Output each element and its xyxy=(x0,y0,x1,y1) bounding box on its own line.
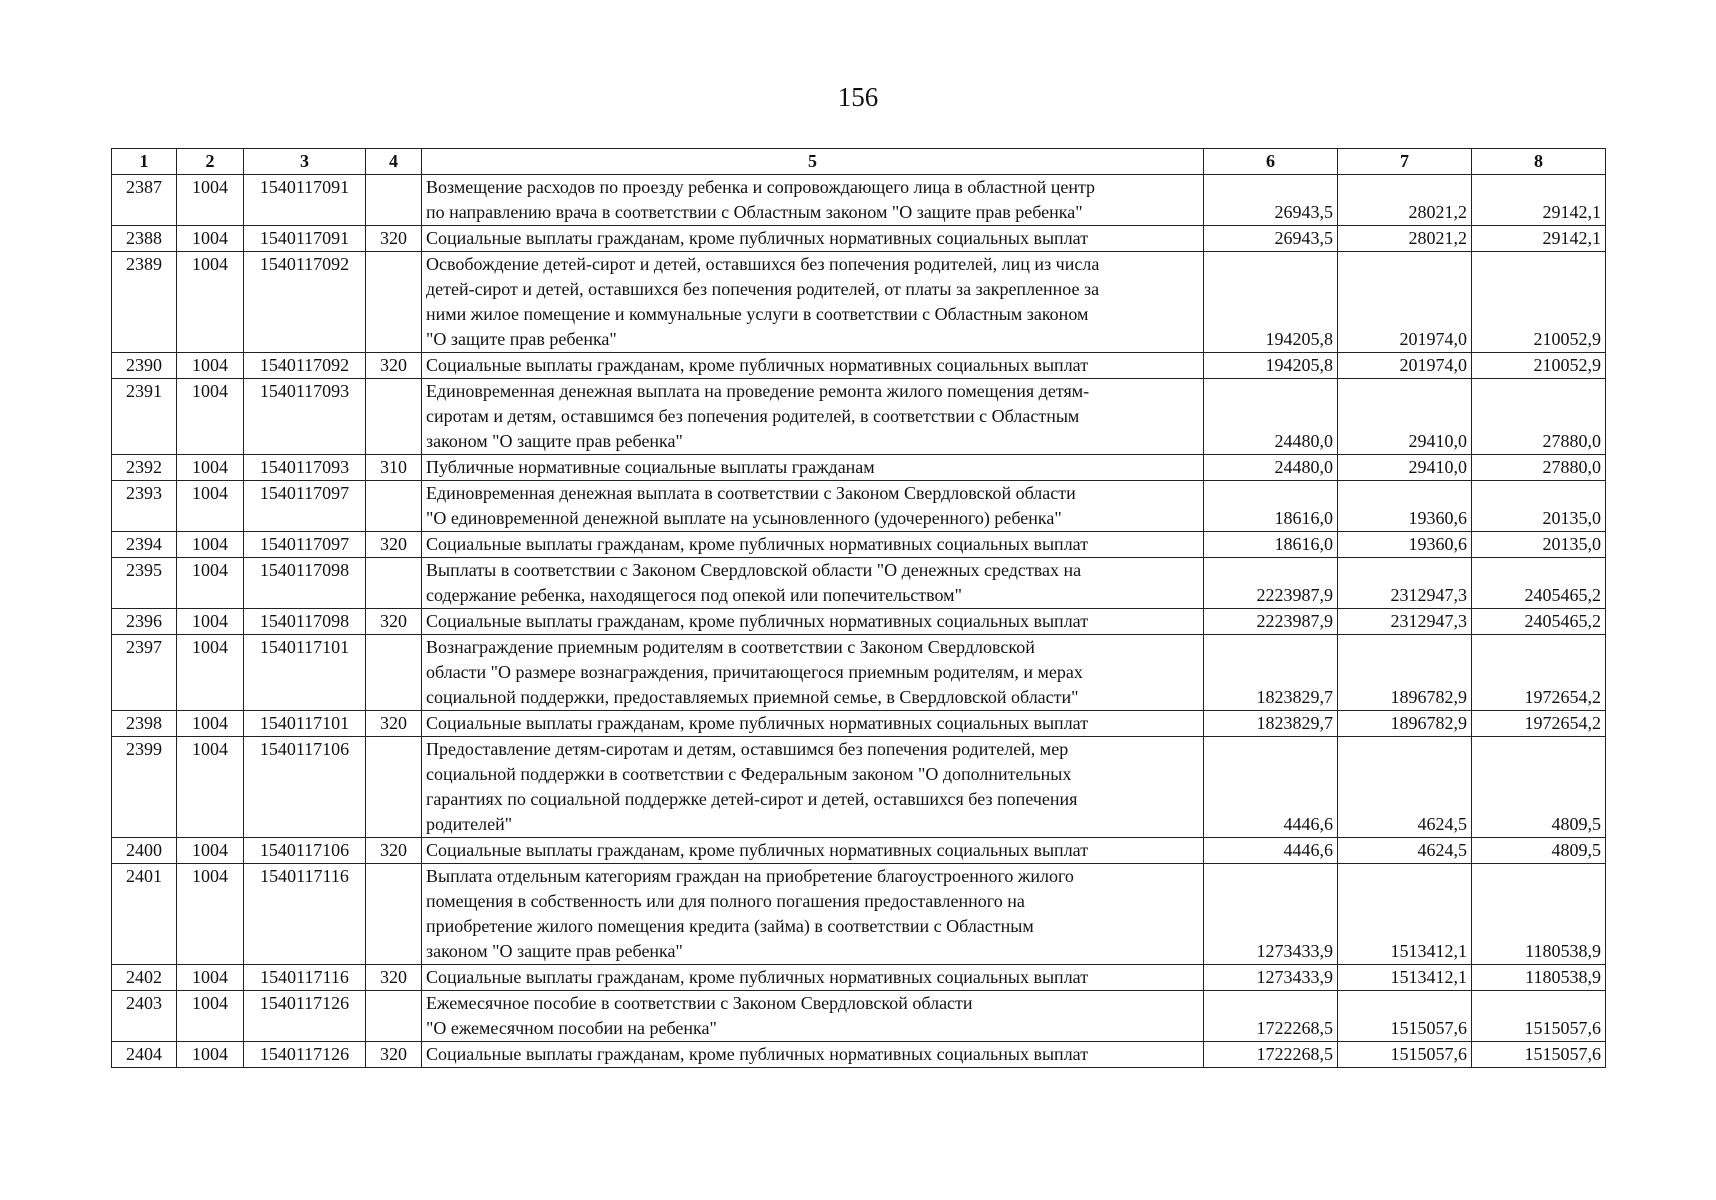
amount-year1-cell: 1722268,5 xyxy=(1204,1042,1338,1068)
target-article-cell: 1540117093 xyxy=(244,379,366,455)
table-row xyxy=(112,353,1606,379)
amount-year3-cell: 20135,0 xyxy=(1472,481,1606,532)
column-header: 7 xyxy=(1338,149,1472,175)
expense-type-cell: 320 xyxy=(366,711,422,737)
column-header: 6 xyxy=(1204,149,1338,175)
description-cell: Вознаграждение приемным родителям в соответствии с Законом Свердловской области "О размере вознаграждения, причитающегося приемным родителям, и мерах социальной поддержки, предоставляемых приемной семье, в Свердловской области" xyxy=(422,635,1204,711)
row-number-cell: 2388 xyxy=(112,226,177,252)
row-number-cell: 2401 xyxy=(112,864,177,965)
expense-type-cell xyxy=(366,379,422,455)
target-article-cell: 1540117097 xyxy=(244,481,366,532)
table-row xyxy=(112,635,1606,711)
description-cell: Социальные выплаты гражданам, кроме публичных нормативных социальных выплат xyxy=(422,609,1204,635)
amount-year3-cell: 210052,9 xyxy=(1472,252,1606,353)
amount-year3-cell: 1180538,9 xyxy=(1472,965,1606,991)
section-code-cell: 1004 xyxy=(177,175,244,226)
expense-type-cell xyxy=(366,175,422,226)
target-article-cell: 1540117116 xyxy=(244,864,366,965)
row-number-cell: 2402 xyxy=(112,965,177,991)
target-article-cell: 1540117116 xyxy=(244,965,366,991)
amount-year2-cell: 28021,2 xyxy=(1338,226,1472,252)
expense-type-cell: 320 xyxy=(366,1042,422,1068)
expense-type-cell: 320 xyxy=(366,353,422,379)
expense-type-cell: 320 xyxy=(366,609,422,635)
target-article-cell: 1540117097 xyxy=(244,532,366,558)
amount-year2-cell: 29410,0 xyxy=(1338,379,1472,455)
amount-year3-cell: 2405465,2 xyxy=(1472,558,1606,609)
amount-year3-cell: 1180538,9 xyxy=(1472,864,1606,965)
target-article-cell: 1540117091 xyxy=(244,226,366,252)
table-row xyxy=(112,864,1606,965)
section-code-cell: 1004 xyxy=(177,991,244,1042)
table-row xyxy=(112,1042,1606,1068)
column-header: 3 xyxy=(244,149,366,175)
amount-year1-cell: 4446,6 xyxy=(1204,838,1338,864)
amount-year1-cell: 26943,5 xyxy=(1204,175,1338,226)
amount-year2-cell: 2312947,3 xyxy=(1338,558,1472,609)
section-code-cell: 1004 xyxy=(177,455,244,481)
description-cell: Ежемесячное пособие в соответствии с Законом Свердловской области "О ежемесячном пособии на ребенка" xyxy=(422,991,1204,1042)
amount-year3-cell: 1972654,2 xyxy=(1472,711,1606,737)
row-number-cell: 2395 xyxy=(112,558,177,609)
column-header: 4 xyxy=(366,149,422,175)
amount-year1-cell: 1273433,9 xyxy=(1204,864,1338,965)
amount-year1-cell: 18616,0 xyxy=(1204,532,1338,558)
description-cell: Социальные выплаты гражданам, кроме публичных нормативных социальных выплат xyxy=(422,711,1204,737)
amount-year2-cell: 28021,2 xyxy=(1338,175,1472,226)
amount-year1-cell: 2223987,9 xyxy=(1204,558,1338,609)
row-number-cell: 2404 xyxy=(112,1042,177,1068)
description-cell: Социальные выплаты гражданам, кроме публичных нормативных социальных выплат xyxy=(422,532,1204,558)
target-article-cell: 1540117106 xyxy=(244,737,366,838)
target-article-cell: 1540117092 xyxy=(244,252,366,353)
section-code-cell: 1004 xyxy=(177,609,244,635)
column-header: 2 xyxy=(177,149,244,175)
amount-year1-cell: 1823829,7 xyxy=(1204,711,1338,737)
expense-type-cell xyxy=(366,991,422,1042)
amount-year3-cell: 27880,0 xyxy=(1472,379,1606,455)
description-cell: Возмещение расходов по проезду ребенка и сопровождающего лица в областной центр по направлению врача в соответствии с Областным законом "О защите прав ребенка" xyxy=(422,175,1204,226)
row-number-cell: 2403 xyxy=(112,991,177,1042)
section-code-cell: 1004 xyxy=(177,481,244,532)
row-number-cell: 2397 xyxy=(112,635,177,711)
section-code-cell: 1004 xyxy=(177,353,244,379)
amount-year3-cell: 4809,5 xyxy=(1472,838,1606,864)
amount-year1-cell: 194205,8 xyxy=(1204,252,1338,353)
amount-year2-cell: 1896782,9 xyxy=(1338,635,1472,711)
expense-type-cell: 320 xyxy=(366,226,422,252)
description-cell: Освобождение детей-сирот и детей, оставшихся без попечения родителей, лиц из числа детей-сирот и детей, оставшихся без попечения родителей, от платы за закрепленное за ними жилое помещение и коммунальные услуги в соответствии с Областным законом "О защите прав ребенка" xyxy=(422,252,1204,353)
amount-year1-cell: 24480,0 xyxy=(1204,379,1338,455)
amount-year2-cell: 4624,5 xyxy=(1338,737,1472,838)
target-article-cell: 1540117126 xyxy=(244,1042,366,1068)
description-cell: Единовременная денежная выплата в соответствии с Законом Свердловской области "О единовременной денежной выплате на усыновленного (удочеренного) ребенка" xyxy=(422,481,1204,532)
section-code-cell: 1004 xyxy=(177,558,244,609)
amount-year2-cell: 19360,6 xyxy=(1338,532,1472,558)
description-cell: Социальные выплаты гражданам, кроме публичных нормативных социальных выплат xyxy=(422,353,1204,379)
description-cell: Публичные нормативные социальные выплаты гражданам xyxy=(422,455,1204,481)
table-row xyxy=(112,838,1606,864)
amount-year3-cell: 29142,1 xyxy=(1472,175,1606,226)
column-header: 5 xyxy=(422,149,1204,175)
description-cell: Социальные выплаты гражданам, кроме публичных нормативных социальных выплат xyxy=(422,1042,1204,1068)
description-cell: Выплата отдельным категориям граждан на приобретение благоустроенного жилого помещения в собственность или для полного погашения предоставленного на приобретение жилого помещения кредита (займа) в соответствии с Областным законом "О защите прав ребенка" xyxy=(422,864,1204,965)
amount-year2-cell: 1513412,1 xyxy=(1338,965,1472,991)
target-article-cell: 1540117093 xyxy=(244,455,366,481)
amount-year2-cell: 29410,0 xyxy=(1338,455,1472,481)
amount-year1-cell: 194205,8 xyxy=(1204,353,1338,379)
description-cell: Предоставление детям-сиротам и детям, оставшимся без попечения родителей, мер социальной поддержки в соответствии с Федеральным законом "О дополнительных гарантиях по социальной поддержке детей-сирот и детей, оставшихся без попечения родителей" xyxy=(422,737,1204,838)
column-header: 1 xyxy=(112,149,177,175)
row-number-cell: 2393 xyxy=(112,481,177,532)
row-number-cell: 2398 xyxy=(112,711,177,737)
row-number-cell: 2391 xyxy=(112,379,177,455)
budget-table xyxy=(111,148,1606,1068)
table-row xyxy=(112,558,1606,609)
amount-year3-cell: 20135,0 xyxy=(1472,532,1606,558)
amount-year2-cell: 1896782,9 xyxy=(1338,711,1472,737)
amount-year3-cell: 210052,9 xyxy=(1472,353,1606,379)
amount-year2-cell: 201974,0 xyxy=(1338,353,1472,379)
column-header: 8 xyxy=(1472,149,1606,175)
section-code-cell: 1004 xyxy=(177,864,244,965)
row-number-cell: 2400 xyxy=(112,838,177,864)
target-article-cell: 1540117101 xyxy=(244,635,366,711)
table-row xyxy=(112,379,1606,455)
amount-year2-cell: 19360,6 xyxy=(1338,481,1472,532)
row-number-cell: 2394 xyxy=(112,532,177,558)
expense-type-cell: 320 xyxy=(366,838,422,864)
section-code-cell: 1004 xyxy=(177,252,244,353)
row-number-cell: 2399 xyxy=(112,737,177,838)
amount-year1-cell: 26943,5 xyxy=(1204,226,1338,252)
expense-type-cell xyxy=(366,558,422,609)
table-row xyxy=(112,532,1606,558)
expense-type-cell xyxy=(366,635,422,711)
page-number: 156 xyxy=(837,82,879,112)
section-code-cell: 1004 xyxy=(177,1042,244,1068)
amount-year1-cell: 18616,0 xyxy=(1204,481,1338,532)
expense-type-cell: 320 xyxy=(366,532,422,558)
amount-year1-cell: 1722268,5 xyxy=(1204,991,1338,1042)
table-row xyxy=(112,175,1606,226)
description-cell: Выплаты в соответствии с Законом Свердловской области "О денежных средствах на содержание ребенка, находящегося под опекой или попечительством" xyxy=(422,558,1204,609)
amount-year3-cell: 29142,1 xyxy=(1472,226,1606,252)
table-body xyxy=(112,175,1606,1068)
expense-type-cell xyxy=(366,737,422,838)
table-row xyxy=(112,737,1606,838)
table-row xyxy=(112,481,1606,532)
expense-type-cell xyxy=(366,252,422,353)
target-article-cell: 1540117091 xyxy=(244,175,366,226)
expense-type-cell: 310 xyxy=(366,455,422,481)
target-article-cell: 1540117106 xyxy=(244,838,366,864)
amount-year2-cell: 1515057,6 xyxy=(1338,991,1472,1042)
target-article-cell: 1540117101 xyxy=(244,711,366,737)
amount-year3-cell: 1515057,6 xyxy=(1472,991,1606,1042)
amount-year1-cell: 1823829,7 xyxy=(1204,635,1338,711)
description-cell: Единовременная денежная выплата на проведение ремонта жилого помещения детям- сиротам и детям, оставшимся без попечения родителей, в соответствии с Областным законом "О защите прав ребенка" xyxy=(422,379,1204,455)
section-code-cell: 1004 xyxy=(177,379,244,455)
amount-year2-cell: 201974,0 xyxy=(1338,252,1472,353)
table-row xyxy=(112,965,1606,991)
expense-type-cell: 320 xyxy=(366,965,422,991)
amount-year3-cell: 1972654,2 xyxy=(1472,635,1606,711)
section-code-cell: 1004 xyxy=(177,838,244,864)
target-article-cell: 1540117098 xyxy=(244,558,366,609)
row-number-cell: 2390 xyxy=(112,353,177,379)
section-code-cell: 1004 xyxy=(177,737,244,838)
table-row xyxy=(112,252,1606,353)
row-number-cell: 2389 xyxy=(112,252,177,353)
table-row xyxy=(112,609,1606,635)
description-cell: Социальные выплаты гражданам, кроме публичных нормативных социальных выплат xyxy=(422,838,1204,864)
amount-year3-cell: 2405465,2 xyxy=(1472,609,1606,635)
amount-year2-cell: 1515057,6 xyxy=(1338,1042,1472,1068)
section-code-cell: 1004 xyxy=(177,965,244,991)
amount-year3-cell: 27880,0 xyxy=(1472,455,1606,481)
table-row xyxy=(112,991,1606,1042)
amount-year2-cell: 4624,5 xyxy=(1338,838,1472,864)
row-number-cell: 2392 xyxy=(112,455,177,481)
target-article-cell: 1540117092 xyxy=(244,353,366,379)
row-number-cell: 2387 xyxy=(112,175,177,226)
target-article-cell: 1540117126 xyxy=(244,991,366,1042)
section-code-cell: 1004 xyxy=(177,532,244,558)
section-code-cell: 1004 xyxy=(177,226,244,252)
section-code-cell: 1004 xyxy=(177,635,244,711)
amount-year2-cell: 2312947,3 xyxy=(1338,609,1472,635)
target-article-cell: 1540117098 xyxy=(244,609,366,635)
amount-year2-cell: 1513412,1 xyxy=(1338,864,1472,965)
header-row xyxy=(112,149,1606,175)
amount-year1-cell: 1273433,9 xyxy=(1204,965,1338,991)
table-row xyxy=(112,226,1606,252)
expense-type-cell xyxy=(366,864,422,965)
amount-year3-cell: 1515057,6 xyxy=(1472,1042,1606,1068)
row-number-cell: 2396 xyxy=(112,609,177,635)
section-code-cell: 1004 xyxy=(177,711,244,737)
amount-year1-cell: 4446,6 xyxy=(1204,737,1338,838)
amount-year3-cell: 4809,5 xyxy=(1472,737,1606,838)
expense-type-cell xyxy=(366,481,422,532)
table-row xyxy=(112,711,1606,737)
table-row xyxy=(112,455,1606,481)
description-cell: Социальные выплаты гражданам, кроме публичных нормативных социальных выплат xyxy=(422,965,1204,991)
amount-year1-cell: 2223987,9 xyxy=(1204,609,1338,635)
amount-year1-cell: 24480,0 xyxy=(1204,455,1338,481)
description-cell: Социальные выплаты гражданам, кроме публичных нормативных социальных выплат xyxy=(422,226,1204,252)
